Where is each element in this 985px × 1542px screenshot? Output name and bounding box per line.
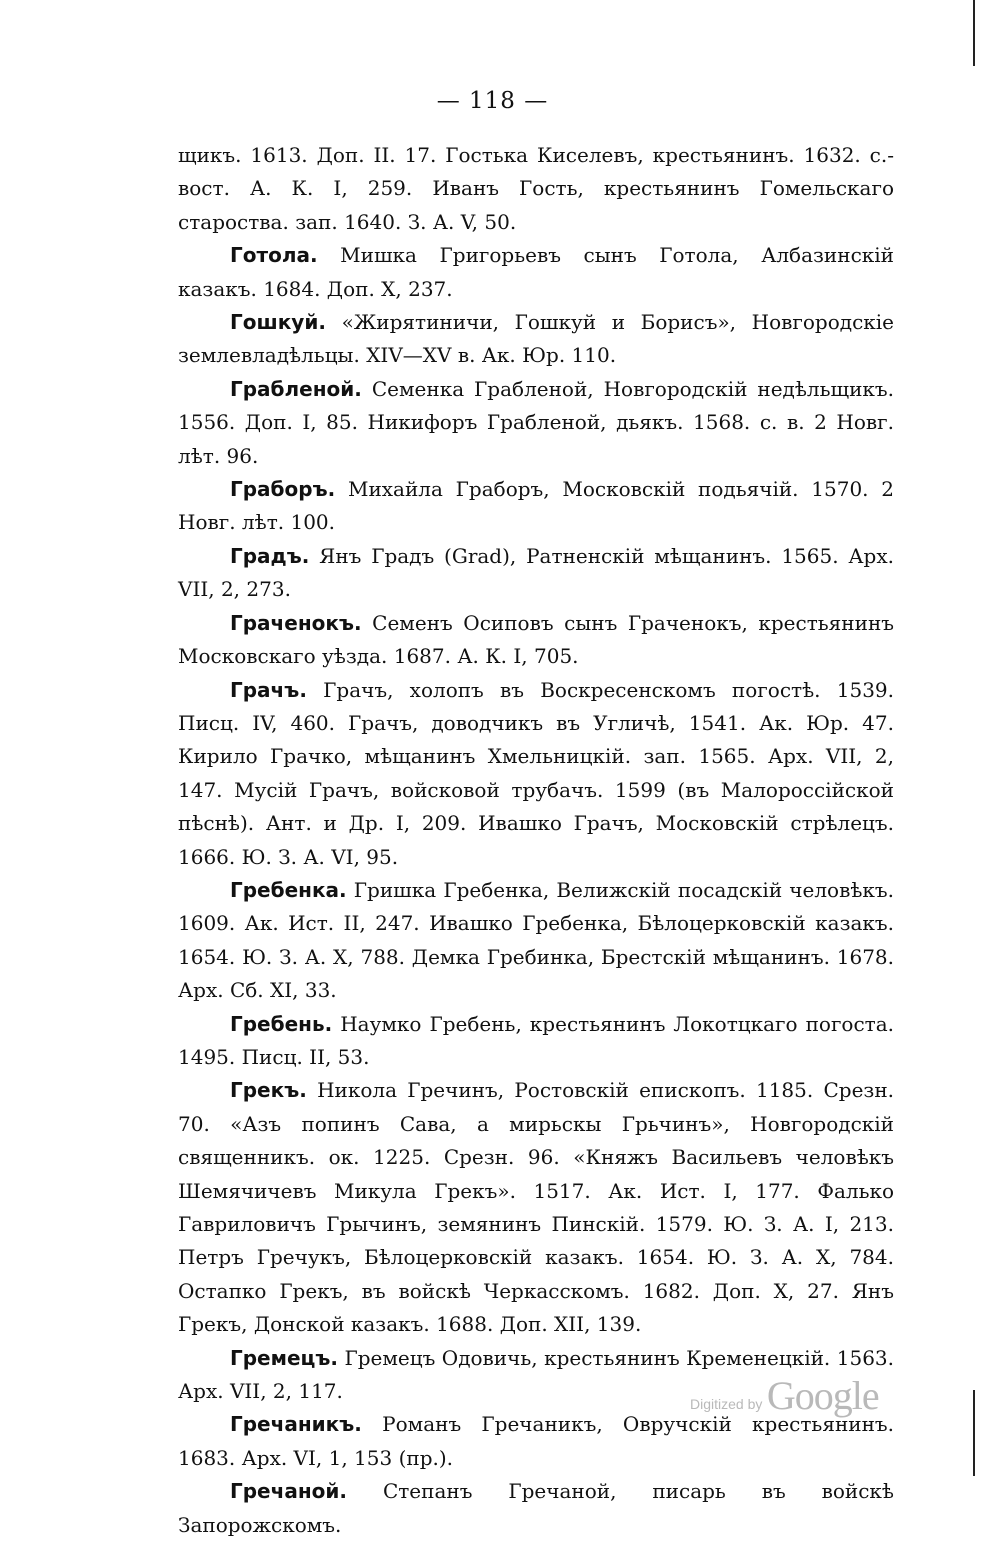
entry-headword: Грабленой. bbox=[230, 376, 362, 401]
entry-headword: Грачъ. bbox=[230, 677, 307, 702]
entry-headword: Градъ. bbox=[230, 543, 310, 568]
watermark-prefix: Digitized by bbox=[690, 1396, 763, 1412]
entry-headword: Готола. bbox=[230, 243, 318, 268]
entry-text: Степанъ Гречаной, писарь въ войскѣ Запорожскомъ. bbox=[178, 1479, 894, 1537]
entry bbox=[178, 1074, 894, 1341]
entry-headword: Гремецъ. bbox=[230, 1345, 338, 1370]
entry-text: Гремецъ Одовичь, крестьянинъ Кременецкій. 1563. Арх. VII, 2, 117. bbox=[178, 1345, 894, 1404]
entry bbox=[178, 306, 894, 373]
entry-text: Янъ Градъ (Grad), Ратненскій мѣщанинъ. 1565. Арх. VII, 2, 273. bbox=[178, 543, 894, 602]
entry bbox=[178, 540, 894, 607]
body-text bbox=[178, 139, 894, 1542]
entry-headword: Гошкуй. bbox=[230, 310, 326, 335]
entry bbox=[178, 473, 894, 540]
google-logo: Google bbox=[766, 1373, 879, 1418]
right-edge-line bbox=[973, 0, 975, 66]
entry-text: Михайла Граборъ, Московскій подьячій. 1570. 2 Новг. лѣт. 100. bbox=[178, 477, 895, 535]
entry-text: Грачъ, холопъ въ Воскресенскомъ погостѣ. 1539. Писц. IV, 460. Грачъ, доводчикъ въ Угличѣ, 1541. Ак. Юр. 47. Кирило Грачко, мѣщанинъ Хмельницкій. зап. 1565. Арх. VII, 2, 147. Мусій Грачъ, войсковой трубачъ. 1599 (въ Малороссійской пѣснѣ). Ант. и Др. I, 209. Ивашко Грачъ, Московскій стрѣлецъ. 1666. Ю. З. А. VI, 95. bbox=[178, 677, 894, 869]
right-edge-line-lower bbox=[973, 1390, 975, 1476]
intro-paragraph: щикъ. 1613. Доп. II. 17. Гостька Киселевъ, крестьянинъ. 1632. с.-вост. А. К. I, 259. Иванъ Гость, крестьянинъ Гомельскаго староства. зап. 1640. З. А. V, 50. bbox=[178, 143, 894, 234]
entry-text: Наумко Гребень, крестьянинъ Локотцкаго погоста. 1495. Писц. II, 53. bbox=[178, 1011, 895, 1069]
page-number: — 118 — bbox=[436, 88, 549, 114]
entry-text: Никола Гречинъ, Ростовскій епископъ. 1185. Срезн. 70. «Азъ попинъ Сава, а мирьскы Грьчинъ», Новгородскій священникъ. ок. 1225. Срезн. 96. «Княжъ Васильевъ человѣкъ Шемячичевъ Микула Грекъ». 1517. Ак. Ист. I, 177. Фалько Гавриловичъ Грычинъ, земянинъ Пинскій. 1579. Ю. З. А. I, 213. Петръ Гречукъ, Бѣлоцерковскій казакъ. 1654. Ю. З. А. X, 784. Остапко Грекъ, въ войскѣ Черкасскомъ. 1682. Доп. X, 27. Янъ Грекъ, Донской казакъ. 1688. Доп. XII, 139. bbox=[178, 1078, 895, 1337]
digitized-by-google-watermark bbox=[690, 1372, 879, 1419]
entry-text: Семенка Грабленой, Новгородскій недѣльщикъ. 1556. Доп. I, 85. Никифоръ Грабленой, дьякъ. 1568. с. в. 2 Новг. лѣт. 96. bbox=[178, 376, 894, 468]
entry bbox=[178, 239, 894, 306]
entry-text: «Жирятиничи, Гошкуй и Борисъ», Новгородскіе землевладѣльцы. XIV—XV в. Ак. Юр. 110. bbox=[178, 310, 895, 368]
entry bbox=[178, 1475, 894, 1542]
entry-headword: Гребень. bbox=[230, 1011, 333, 1036]
entry-headword: Гречаной. bbox=[230, 1479, 348, 1504]
entry bbox=[178, 1008, 894, 1075]
entry-text: Гришка Гребенка, Велижскій посадскій человѣкъ. 1609. Ак. Ист. II, 247. Ивашко Гребенка, Бѣлоцерковскій казакъ. 1654. Ю. З. А. X, 788. Демка Гребинка, Брестскій мѣщанинъ. 1678. Арх. Сб. XI, 33. bbox=[178, 877, 895, 1003]
entry-headword: Гребенка. bbox=[230, 877, 347, 902]
entry-headword: Граченокъ. bbox=[230, 610, 362, 635]
entry bbox=[178, 607, 894, 674]
entry-text: Романъ Гречаникъ, Овручскій крестьянинъ. 1683. Арх. VI, 1, 153 (пр.). bbox=[178, 1412, 895, 1470]
entry-text: Семенъ Осиповъ сынъ Граченокъ, крестьянинъ Московскаго уѣзда. 1687. А. К. I, 705. bbox=[178, 610, 894, 669]
entry bbox=[178, 874, 894, 1008]
entry bbox=[178, 373, 894, 473]
entry bbox=[178, 674, 894, 874]
entry-headword: Грекъ. bbox=[230, 1078, 307, 1103]
entry-headword: Граборъ. bbox=[230, 477, 336, 502]
entry-text: Мишка Григорьевъ сынъ Готола, Албазинскій казакъ. 1684. Доп. X, 237. bbox=[178, 243, 895, 301]
entry-headword: Гречаникъ. bbox=[230, 1412, 362, 1437]
